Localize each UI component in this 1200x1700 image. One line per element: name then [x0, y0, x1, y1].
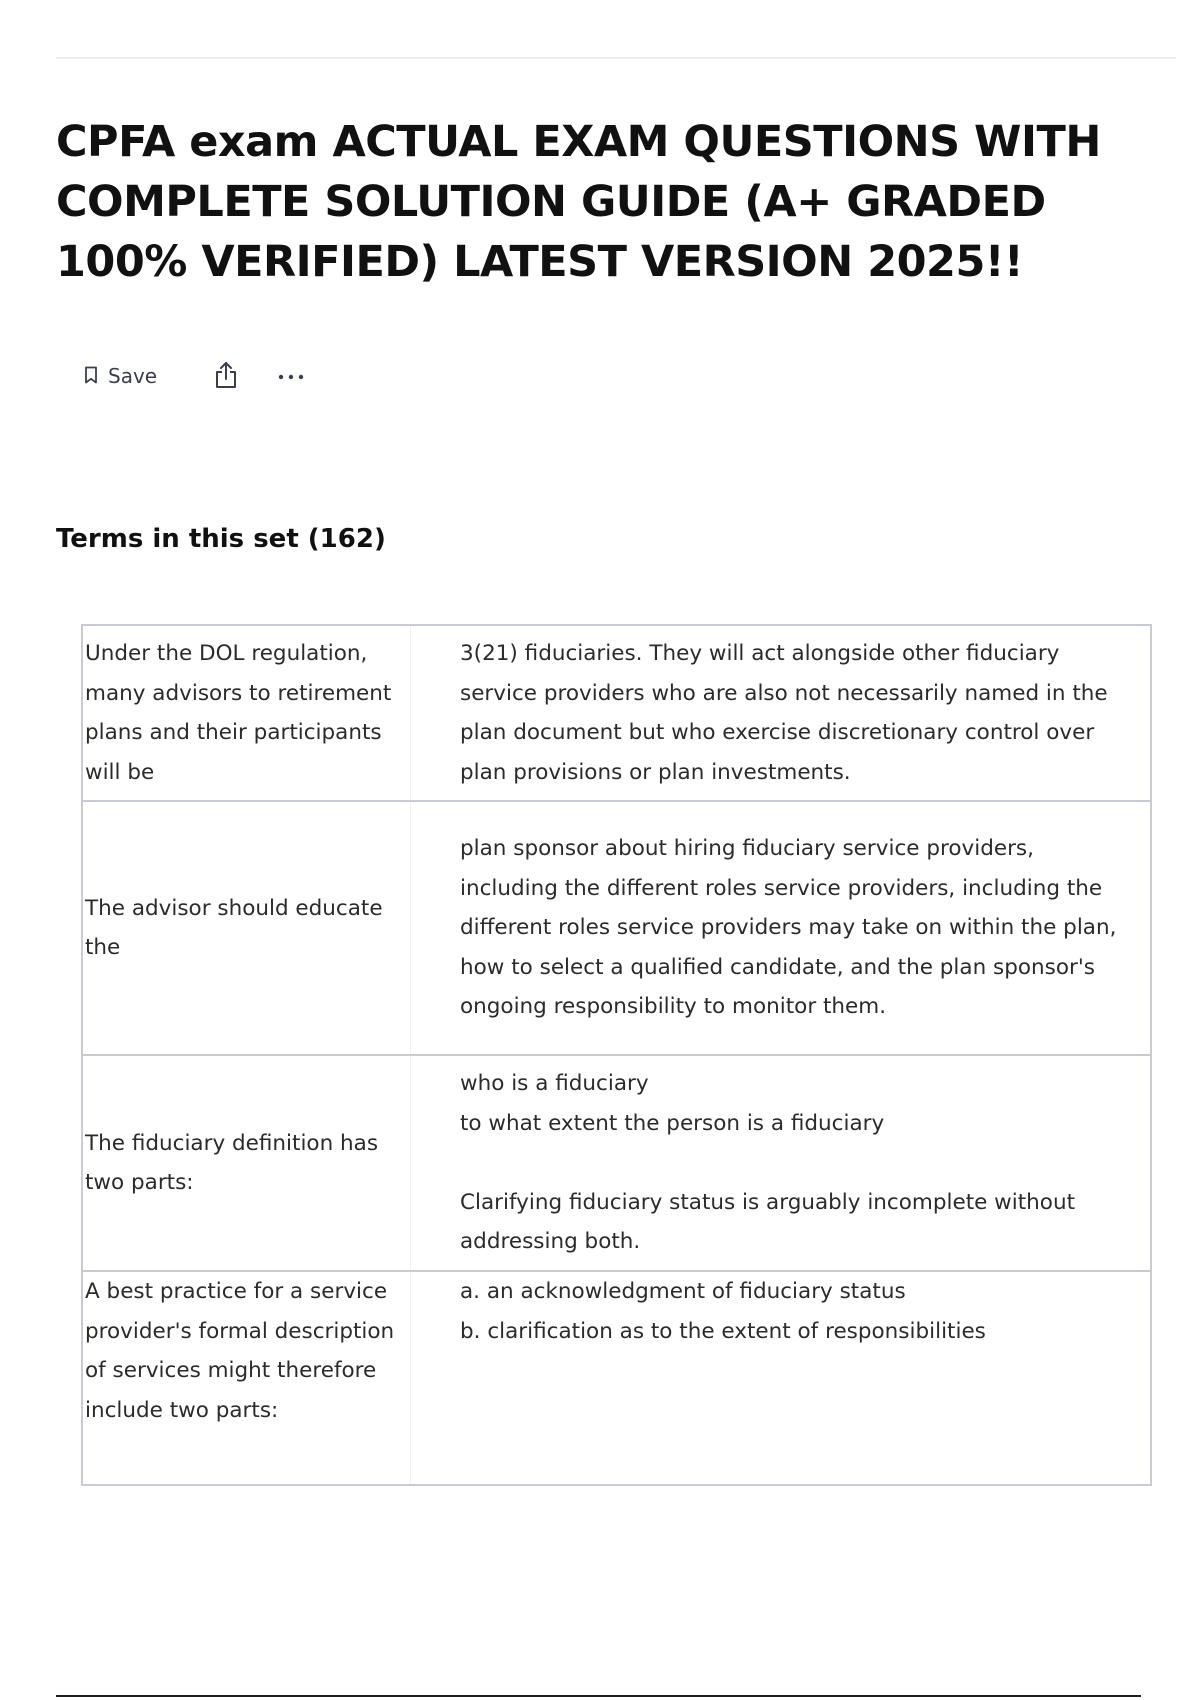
term-row: [82, 1271, 1151, 1485]
terms-count-heading: Terms in this set (162): [56, 524, 386, 554]
page-title: CPFA exam ACTUAL EXAM QUESTIONS WITH COMPLETE SOLUTION GUIDE (A+ GRADED 100% VERIFIED) LATEST VERSION 2025!!: [56, 117, 1101, 287]
definition-cell: plan sponsor about hiring fiduciary service providers, including the different roles service providers, including the different roles service providers may take on within the plan, how to select a qualified candidate, and the plan sponsor's ongoing responsibility to monitor them.: [411, 801, 1152, 1055]
term-cell: The fiduciary definition has two parts:: [82, 1055, 411, 1271]
term-cell: A best practice for a service provider's formal description of services might therefore include two parts:: [82, 1271, 411, 1485]
bottom-divider: [56, 1695, 1141, 1697]
term-row: [82, 625, 1151, 801]
definition-cell: a. an acknowledgment of fiduciary status b. clarification as to the extent of responsibilities: [411, 1271, 1152, 1485]
definition-cell: who is a fiduciary to what extent the person is a fiduciary Clarifying fiduciary status is arguably incomplete without addressing both.: [411, 1055, 1152, 1271]
term-row: [82, 1055, 1151, 1271]
more-horizontal-icon: [277, 369, 305, 384]
share-icon: [213, 360, 239, 393]
save-button[interactable]: [84, 358, 157, 394]
bookmark-icon: [84, 366, 98, 387]
definition-cell: 3(21) fiduciaries. They will act alongside other fiduciary service providers who are also not necessarily named in the plan document but who exercise discretionary control over plan provisions or plan investments.: [411, 625, 1152, 801]
terms-table: [81, 624, 1152, 1486]
share-button[interactable]: [213, 358, 239, 394]
save-label: Save: [108, 364, 158, 388]
term-cell: Under the DOL regulation, many advisors to retirement plans and their participants will be: [82, 625, 411, 801]
action-bar: [84, 358, 305, 394]
more-options-button[interactable]: [277, 358, 305, 394]
top-divider: [56, 57, 1176, 59]
term-row: [82, 801, 1151, 1055]
term-cell: The advisor should educate the: [82, 801, 411, 1055]
